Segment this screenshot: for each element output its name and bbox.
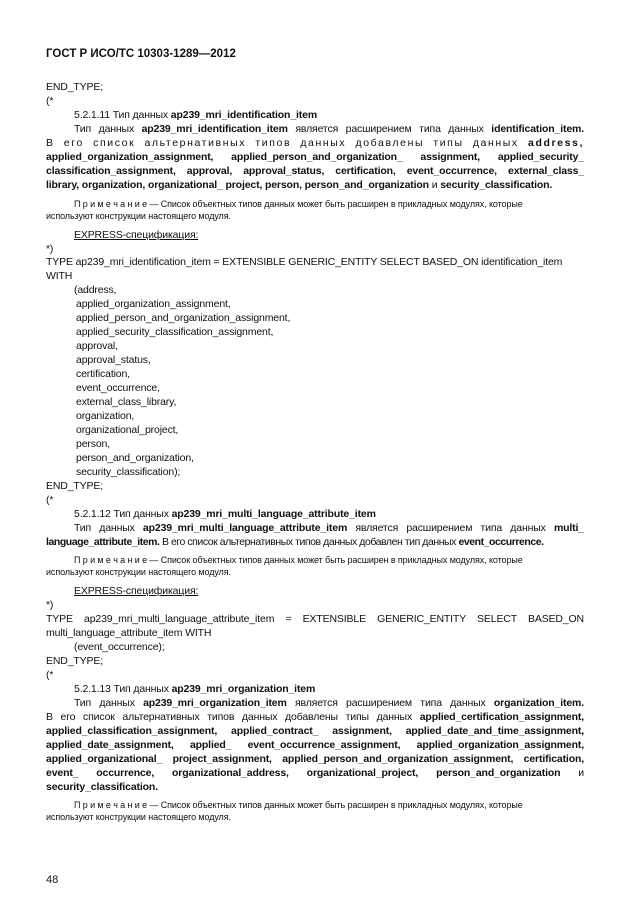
document-header: ГОСТ Р ИСО/ТС 10303-1289—2012	[46, 48, 236, 60]
select-item: organizational_project,	[76, 424, 179, 436]
section-desc-13-line-2: В его список альтернативных типов данных добавлены типы данных applied_certification_assignment,	[46, 711, 584, 723]
comment-open-12: (*	[46, 494, 54, 506]
comment-close-12: *)	[46, 599, 54, 611]
section-desc-13-line-4: applied_date_assignment, applied_ event_occurrence_assignment, applied_organization_assignment,	[46, 739, 584, 751]
note-11-line-1: П р и м е ч а н и е — Список объектных типов данных может быть расширен в прикладных модулях, которые	[74, 199, 523, 209]
section-desc-13-line-1: Тип данных ap239_mri_organization_item является расширением типа данных organization_item.	[74, 697, 584, 709]
end-type-line: END_TYPE;	[46, 81, 103, 93]
section-desc-11-line-3: applied_organization_assignment, applied_person_and_organization_ assignment, applied_security_	[46, 151, 584, 163]
comment-open-13: (*	[46, 669, 54, 681]
select-item: applied_security_classification_assignment,	[76, 326, 274, 338]
section-desc-13-line-5: applied_organizational_ project_assignment, applied_person_and_organization_assignment, certification,	[46, 753, 584, 765]
select-item: external_class_library,	[76, 396, 177, 408]
note-13-line-2: используют конструкции настоящего модуля.	[46, 812, 231, 822]
select-item: person_and_organization,	[76, 452, 194, 464]
comment-close-11: *)	[46, 243, 54, 255]
section-desc-11-line-5: library, organization, organizational_ project, person, person_and_organization и security_classification.	[46, 179, 553, 191]
page-number: 48	[46, 874, 59, 886]
end-type-11: END_TYPE;	[46, 480, 103, 492]
section-heading-13: 5.2.1.13 Тип данных ap239_mri_organization_item	[74, 683, 316, 695]
note-12-line-1: П р и м е ч а н и е — Список объектных типов данных может быть расширен в прикладных модулях, которые	[74, 555, 523, 565]
note-11-line-2: используют конструкции настоящего модуля.	[46, 211, 231, 221]
select-item: approval_status,	[76, 354, 151, 366]
section-desc-13-line-7: security_classification.	[46, 781, 158, 793]
select-item: organization,	[76, 410, 135, 422]
select-item: (address,	[74, 284, 117, 296]
section-heading-11: 5.2.1.11 Тип данных ap239_mri_identification_item	[74, 109, 318, 121]
section-desc-11-line-4: classification_assignment, approval, approval_status, certification, event_occurrence, external_class_	[46, 165, 584, 177]
select-item: security_classification);	[76, 466, 181, 478]
type-decl-12-line-1: TYPE ap239_mri_multi_language_attribute_item = EXTENSIBLE GENERIC_ENTITY SELECT BASED_ON	[46, 613, 584, 625]
section-desc-11-line-1: Тип данных ap239_mri_identification_item является расширением типа данных identification_item.	[74, 123, 584, 135]
select-item: event_occurrence,	[76, 382, 160, 394]
section-desc-12-line-2: language_attribute_item. В его список альтернативных типов данных добавлен тип данных event_occurrence.	[46, 536, 544, 548]
note-13-line-1: П р и м е ч а н и е — Список объектных типов данных может быть расширен в прикладных модулях, которые	[74, 800, 523, 810]
select-item: approval,	[76, 340, 118, 352]
select-item: (event_occurrence);	[74, 641, 165, 653]
section-heading-12: 5.2.1.12 Тип данных ap239_mri_multi_language_attribute_item	[74, 508, 376, 520]
type-decl-11-line-1: TYPE ap239_mri_identification_item = EXTENSIBLE GENERIC_ENTITY SELECT BASED_ON identification_item	[46, 256, 563, 268]
type-decl-11-line-2: WITH	[46, 270, 73, 282]
express-label-12: EXPRESS-спецификация:	[74, 585, 199, 597]
type-decl-12-line-2: multi_language_attribute_item WITH	[46, 627, 212, 639]
section-desc-13-line-6: event_ occurrence, organizational_address, organizational_project, person_and_organization и	[46, 767, 585, 779]
select-item: applied_person_and_organization_assignment,	[76, 312, 291, 324]
express-label-11: EXPRESS-спецификация:	[74, 229, 199, 241]
section-desc-13-line-3: applied_classification_assignment, applied_contract_ assignment, applied_date_and_time_assignment,	[46, 725, 584, 737]
end-type-12: END_TYPE;	[46, 655, 103, 667]
comment-open-line: (*	[46, 95, 54, 107]
select-item: applied_organization_assignment,	[76, 298, 231, 310]
section-desc-11-line-2: В его список альтернативных типов данных добавлены типы данных address,	[46, 137, 584, 149]
select-item: person,	[76, 438, 110, 450]
select-item: certification,	[76, 368, 130, 380]
note-12-line-2: используют конструкции настоящего модуля.	[46, 567, 231, 577]
section-desc-12-line-1: Тип данных ap239_mri_multi_language_attribute_item является расширением типа данных multi_	[74, 522, 584, 534]
